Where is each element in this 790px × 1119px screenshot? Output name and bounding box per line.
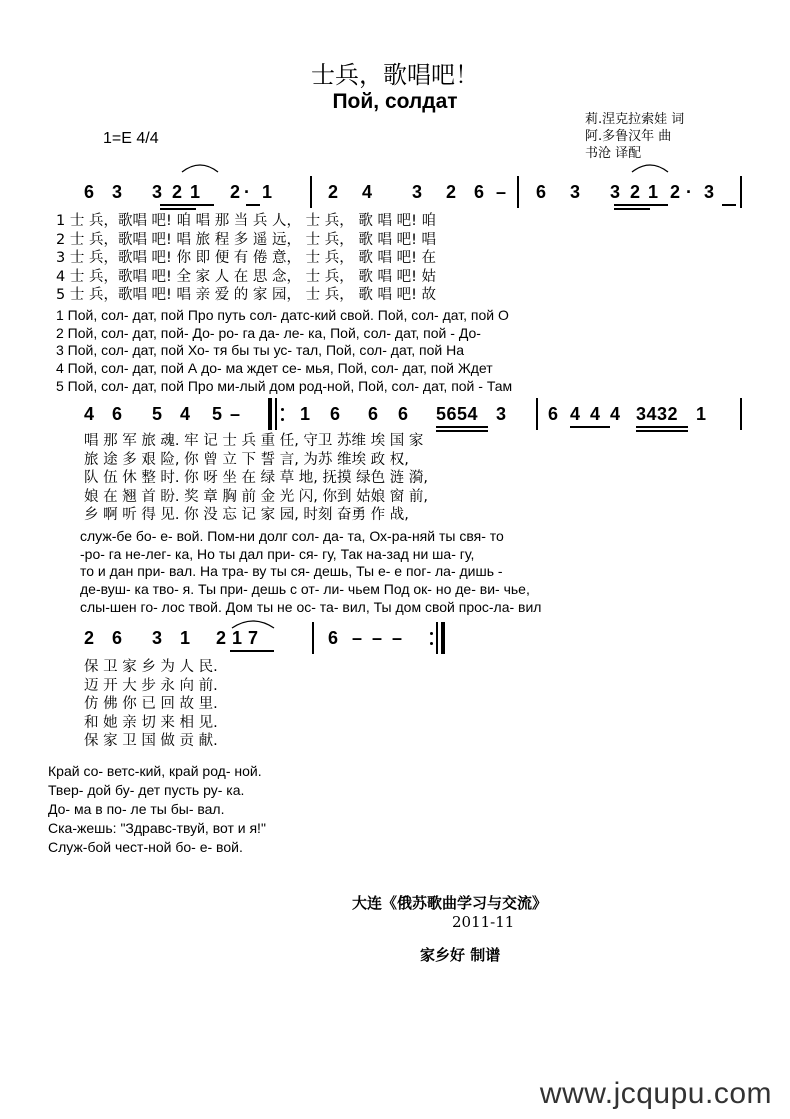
- lyric-line: 队 伍 休 整 时. 你 呀 坐 在 绿 草 地, 抚摸 绿色 涟 漪,: [84, 470, 428, 486]
- bar-line: [517, 176, 519, 208]
- bar-line: [740, 176, 742, 208]
- lyric-line: Край со- ветс-кий, край род- ной.: [48, 763, 262, 779]
- beam-line: [160, 208, 196, 210]
- beam-line: [160, 204, 214, 206]
- notation-line-1: 6 3 3 2 1 2 · 1: [84, 182, 273, 202]
- lyric-line: слы-шен го- лос твой. Дом ты не ос- та- вил, Ты дом свой прос-ла- вил: [80, 598, 542, 615]
- bar-line: [275, 398, 277, 430]
- lyric-line: 保 卫 家 乡 为 人 民.: [84, 659, 218, 675]
- lyric-line: то и дан при- вал. На тра- ву ты ся- дешь, Ты е- е пог- ла- дишь -: [80, 563, 503, 580]
- lyric-line: -ро- га не-лег- ка, Но ты дал при- ся- гу, Так на-зад ни ша- гу,: [80, 545, 475, 562]
- repeat-end-bar: [441, 622, 445, 654]
- notation-line-2c: 6 4 4 4 3432 1: [548, 404, 707, 424]
- notation-line-3: 2 6 3 1 2 1 7: [84, 628, 259, 648]
- lyric-line: 5 Пой, сол- дат, пой Про ми-лый дом род-ной, Пой, сол- дат, пой - Там: [56, 377, 513, 394]
- lyric-line: 3 士 兵，歌唱 吧! 你 即 便 有 倦 意， 士 兵， 歌 唱 吧! 在: [56, 250, 436, 266]
- lyric-line: 和 她 亲 切 来 相 见.: [84, 714, 218, 731]
- slur-mark: [630, 160, 670, 174]
- beam-line: [614, 208, 650, 210]
- notation-line-2b: 1 6 6 6 5654 3: [300, 404, 507, 424]
- beam-line: [230, 650, 274, 652]
- repeat-dot: [281, 418, 284, 421]
- translator-credit: 书沧 译配: [585, 146, 642, 161]
- lyric-line: Ска-жешь: "Здравс-твуй, вот и я!": [48, 820, 266, 836]
- repeat-dot: [430, 642, 433, 645]
- russian-lyrics-block-1: [56, 307, 512, 396]
- lyric-line: 迈 开 大 步 永 向 前.: [84, 677, 218, 694]
- song-title-chinese: 士兵，歌唱吧！: [311, 61, 479, 89]
- bar-line: [436, 622, 438, 654]
- repeat-dot: [281, 408, 284, 411]
- beam-line: [722, 204, 736, 206]
- slur-mark: [180, 160, 220, 174]
- lyric-line: 保 家 卫 国 做 贡 献.: [84, 733, 218, 749]
- beam-line: [636, 426, 688, 428]
- chinese-lyrics-block-1: [56, 212, 436, 305]
- song-title-russian: Пой, солдат: [332, 90, 458, 113]
- notation-line-1c: 6 3 3 2 1 2 · 3: [536, 182, 715, 202]
- repeat-dot: [430, 632, 433, 635]
- source-credit: 大连《俄苏歌曲学习与交流》: [352, 894, 548, 912]
- beam-line: [436, 426, 488, 428]
- bar-line: [312, 622, 314, 654]
- composer-credit: 阿.多鲁汉年 曲: [585, 129, 672, 144]
- lyric-line: 5 士 兵，歌唱 吧! 唱 亲 爱 的 家 园， 士 兵， 歌 唱 吧! 故: [56, 287, 436, 303]
- lyric-line: 唱 那 军 旅 魂. 牢 记 士 兵 重 任, 守卫 苏维 埃 国 家: [84, 433, 424, 449]
- beam-line: [614, 204, 668, 206]
- lyric-line: Служ-бой чест-ной бо- е- вой.: [48, 839, 243, 855]
- lyric-line: 旅 途 多 艰 险, 你 曾 立 下 誓 言, 为苏 维埃 政 权,: [84, 451, 409, 468]
- beam-line: [636, 430, 688, 432]
- lyric-line: 娘 在 翘 首 盼. 奖 章 胸 前 金 光 闪, 你到 姑娘 窗 前,: [84, 488, 428, 505]
- beam-line: [436, 430, 488, 432]
- bar-line: [740, 398, 742, 430]
- lyric-line: 仿 佛 你 已 回 故 里.: [84, 696, 218, 712]
- notation-line-3b: 6 – – –: [328, 628, 403, 648]
- lyric-line: 乡 啊 听 得 见. 你 没 忘 记 家 园, 时刻 奋勇 作 战,: [84, 507, 409, 523]
- lyric-line: Твер- дой бу- дет пусть ру- ка.: [48, 782, 245, 798]
- lyric-line: 1 Пой, сол- дат, пой Про путь сол- датс-кий свой. Пой, сол- дат, пой О: [56, 307, 509, 323]
- key-signature: 1=E 4/4: [103, 130, 159, 147]
- lyric-line: 4 Пой, сол- дат, пой А до- ма ждет се- мья, Пой, сол- дат, пой Ждет: [56, 360, 493, 377]
- lyric-line: служ-бе бо- е- вой. Пом-ни долг сол- да- та, Ох-ра-няй ты свя- то: [80, 528, 504, 544]
- lyric-line: До- ма в по- ле ты бы- вал.: [48, 801, 225, 817]
- lyric-line: 1 士 兵，歌唱 吧! 咱 唱 那 当 兵 人， 士 兵， 歌 唱 吧! 咱: [56, 213, 436, 229]
- russian-lyrics-block-2: [80, 528, 541, 617]
- russian-lyrics-block-3: [48, 762, 266, 857]
- chinese-lyrics-block-3: [84, 658, 218, 751]
- arranger-credit: 家乡好 制谱: [420, 946, 501, 964]
- lyric-line: де-вуш- ка тво- я. Ты при- дешь с от- ли- чьем Под ок- но де- ви- чье,: [80, 581, 530, 598]
- beam-line: [246, 204, 260, 206]
- bar-line: [310, 176, 312, 208]
- site-watermark: www.jcqupu.com: [539, 1077, 772, 1110]
- beam-line: [570, 426, 610, 428]
- chinese-lyrics-block-2: [84, 432, 428, 525]
- lyric-line: 4 士 兵，歌唱 吧! 全 家 人 在 思 念， 士 兵， 歌 唱 吧! 姑: [56, 268, 436, 285]
- repeat-start-bar: [268, 398, 272, 430]
- notation-line-2: 4 6 5 4 5 –: [84, 404, 241, 424]
- date-credit: 2011-11: [452, 913, 515, 931]
- notation-line-1b: 2 4 3 2 6 –: [328, 182, 507, 202]
- bar-line: [536, 398, 538, 430]
- lyric-line: 2 士 兵，歌唱 吧! 唱 旅 程 多 遥 远， 士 兵， 歌 唱 吧! 唱: [56, 231, 436, 248]
- lyric-line: 3 Пой, сол- дат, пой Хо- тя бы ты ус- тал, Пой, сол- дат, пой На: [56, 342, 465, 359]
- lyric-line: 2 Пой, сол- дат, пой- До- ро- га да- ле- ка, Пой, сол- дат, пой - До-: [56, 324, 481, 341]
- lyricist-credit: 莉.涅克拉索娃 词: [585, 112, 685, 127]
